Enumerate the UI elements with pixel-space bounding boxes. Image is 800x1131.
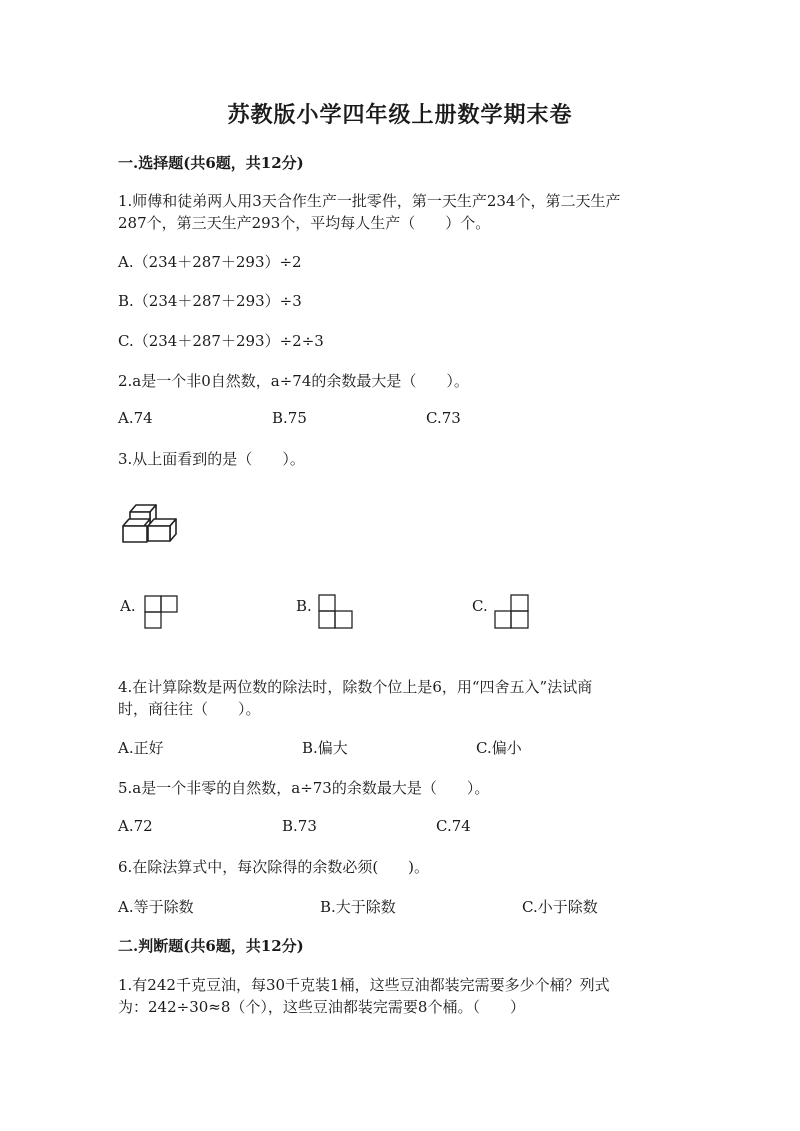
section-heading-choice: 一.选择题(共6题，共12分) — [118, 154, 304, 172]
j1-text-line1: 1.有242千克豆油，每30千克装1桶，这些豆油都装完需要多少个桶？列式 — [118, 976, 610, 994]
q3-option-a-view-icon — [144, 595, 178, 629]
q3-option-a: A. — [120, 597, 136, 615]
q4-option-b: B.偏大 — [302, 739, 348, 757]
q3-text: 3.从上面看到的是（ ）。 — [118, 450, 305, 468]
q5-text: 5.a是一个非零的自然数，a÷73的余数最大是（ ）。 — [118, 779, 490, 797]
q4-text-line2: 时，商往往（ ）。 — [118, 700, 261, 718]
q6-option-a: A.等于除数 — [118, 898, 194, 916]
section-heading-judgement: 二.判断题(共6题，共12分) — [118, 937, 304, 955]
q1-option-c: C.（234＋287＋293）÷2÷3 — [118, 332, 324, 350]
q5-option-a: A.72 — [118, 817, 153, 835]
j1-text-line2: 为：242÷30≈8（个），这些豆油都装完需要8个桶。（ ） — [118, 998, 525, 1016]
q4-option-a: A.正好 — [118, 739, 164, 757]
q5-option-b: B.73 — [282, 817, 317, 835]
q2-option-c: C.73 — [426, 409, 461, 427]
q1-text-line2: 287个，第三天生产293个，平均每人生产（ ）个。 — [118, 214, 491, 232]
q2-text: 2.a是一个非0自然数，a÷74的余数最大是（ ）。 — [118, 372, 469, 390]
q2-option-a: A.74 — [118, 409, 153, 427]
q3-option-b-view-icon — [318, 594, 353, 629]
q5-option-c: C.74 — [436, 817, 471, 835]
q3-option-c-view-icon — [494, 594, 529, 629]
page-title: 苏教版小学四年级上册数学期末卷 — [227, 102, 573, 128]
q1-option-b: B.（234＋287＋293）÷3 — [118, 292, 302, 310]
q6-option-c: C.小于除数 — [522, 898, 598, 916]
cube-stack-figure — [118, 496, 182, 550]
q3-option-b: B. — [296, 597, 312, 615]
q2-option-b: B.75 — [272, 409, 307, 427]
q3-option-c: C. — [472, 597, 488, 615]
q6-option-b: B.大于除数 — [320, 898, 396, 916]
q1-option-a: A.（234＋287＋293）÷2 — [118, 253, 302, 271]
q1-text-line1: 1.师傅和徒弟两人用3天合作生产一批零件，第一天生产234个，第二天生产 — [118, 192, 621, 210]
q6-text: 6.在除法算式中，每次除得的余数必须( )。 — [118, 858, 430, 876]
q4-text-line1: 4.在计算除数是两位数的除法时，除数个位上是6，用“四舍五入”法试商 — [118, 678, 593, 696]
q4-option-c: C.偏小 — [476, 739, 522, 757]
